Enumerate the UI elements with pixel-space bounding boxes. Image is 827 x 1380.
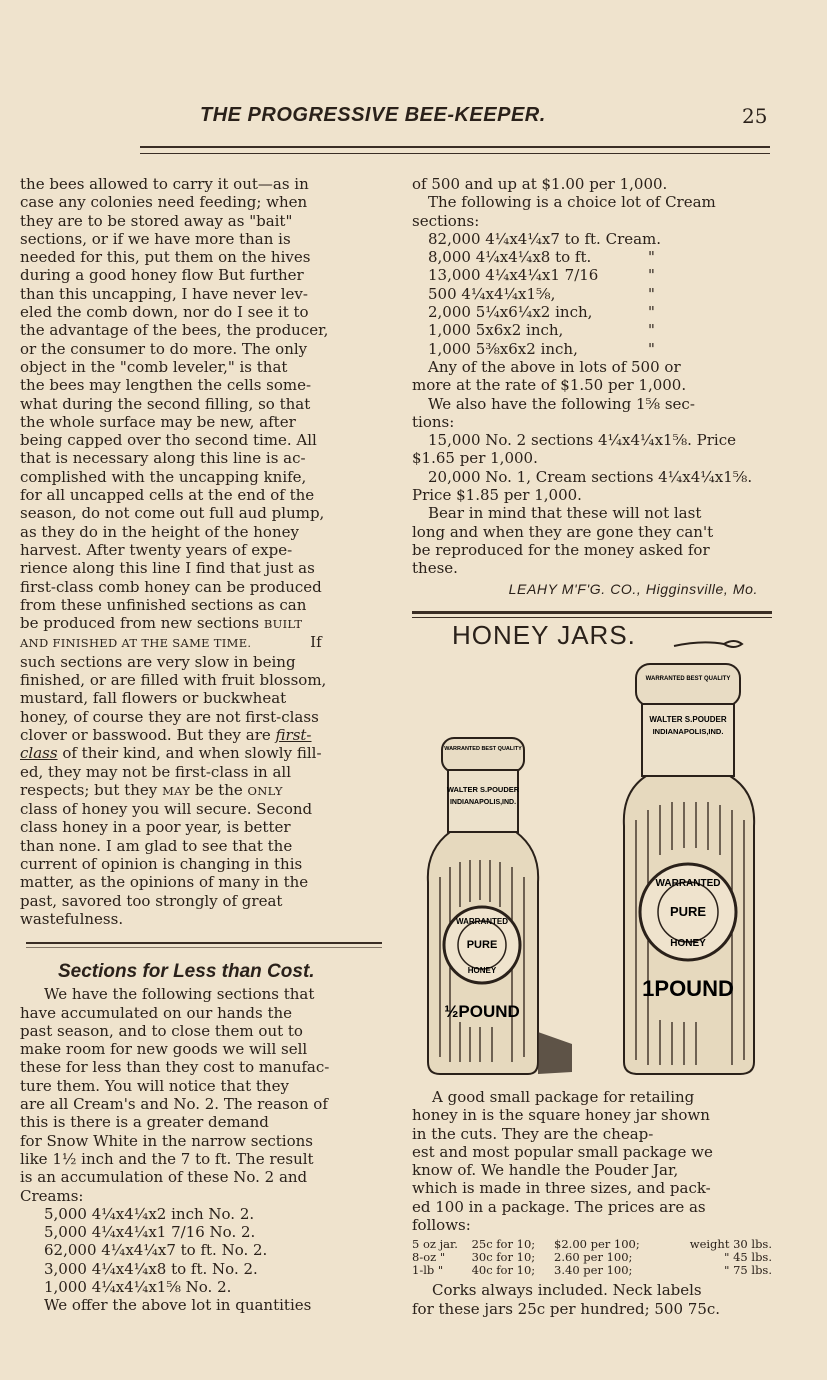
running-title: THE PROGRESSIVE BEE-KEEPER. [200,104,546,126]
text-line: finished, or are filled with fruit blossom, [20,671,327,690]
flourish-icon [672,636,744,652]
jar-label-warranted: WARRANTED [456,917,508,926]
sections-article [20,963,382,1315]
honey-jar-description [412,1088,772,1318]
text-line: tions: [412,412,455,431]
list-item-text: 13,000 4¼x4¼x1 7/16 [428,266,599,285]
text-line: first-class comb honey can be produced [20,577,322,596]
text-line [20,726,382,744]
text-line: sections: [412,211,480,230]
text-line: this is there is a greater demand [20,1113,269,1132]
text-line: honey in is the square honey jar shown [412,1106,710,1125]
header-rule-thick [140,146,770,148]
jar-maker-line-2: INDIANAPOLIS,IND. [449,799,517,806]
text-line: as they do in the height of the honey [20,522,299,541]
jar-cap-text: WARRANTED BEST QUALITY [444,746,522,752]
text-line [20,781,382,800]
ditto-mark: " [648,266,655,285]
ad-divider [412,611,772,614]
list-item: 1,000 4¼x4¼x1⅝ No. 2. [44,1278,232,1297]
text-line: wastefulness. [20,909,124,928]
jar-size-label: ½POUND [444,1002,520,1021]
list-item [428,266,772,284]
table-cell: 8-oz " [412,1250,446,1265]
text-line: know of. We handle the Pouder Jar, [412,1161,679,1180]
table-cell: 2.60 per 100; [554,1250,633,1265]
jar-label-pure: PURE [466,939,498,951]
text-line: the bees may lengthen the cells some- [20,376,312,395]
text-line: object in the "comb leveler," is that [20,357,288,376]
text-line: Bear in mind that these will not last [428,504,702,523]
table-cell: 40c for 10; [471,1263,536,1278]
text-line: Corks always included. Neck labels [432,1281,702,1300]
jar-maker-line-2: INDIANAPOLIS,IND. [652,727,724,736]
text-line [20,614,382,633]
text-line: matter, as the opinions of many in the [20,873,309,892]
text-line: these for less than they cost to manufac- [20,1058,330,1077]
text-line: ed, they may not be first-class in all [20,762,292,781]
text-line: honey, of course they are not first-class [20,707,319,726]
text-line: such sections are very slow in being [20,652,296,671]
text-line: that is necessary along this line is ac- [20,449,306,468]
text-line: The following is a choice lot of Cream [428,193,716,212]
text-line [20,633,382,652]
list-item-text: 82,000 4¼x4¼x7 to ft. Cream. [428,229,662,248]
jar-maker-line-1: WALTER S.POUDER [649,715,727,724]
text-line: long and when they are gone they can't [412,522,714,541]
ditto-mark: " [648,248,655,267]
small-caps-text: BUILT [263,617,303,632]
text-line: is an accumulation of these No. 2 and [20,1168,308,1187]
text-line: the whole surface may be new, after [20,412,296,431]
text-span: respects; but they [20,780,158,799]
ditto-mark: " [648,303,655,322]
text-line: have accumulated on our hands the [20,1003,293,1022]
text-line: ed 100 in a package. The prices are as [412,1197,706,1216]
table-row [412,1264,772,1277]
table-cell: 5 oz jar. [412,1237,458,1252]
header-rule-thin [140,153,770,154]
list-item-text: 1,000 5⅜x6x2 inch, [428,339,578,358]
text-line: or the consumer to do more. The only [20,339,308,358]
text-line: which is made in three sizes, and pack- [412,1179,711,1198]
text-line: A good small package for retailing [432,1088,695,1106]
page-number: 25 [742,104,768,128]
list-item [428,285,772,303]
honey-jars-heading: HONEY JARS. [452,620,636,650]
text-line: during a good honey flow But further [20,266,304,285]
text-line: eled the comb down, nor do I see it to [20,303,309,322]
list-item [428,230,772,248]
table-cell: " 75 lbs. [724,1263,772,1278]
text-line: for these jars 25c per hundred; 500 75c. [412,1299,721,1318]
text-line: for all uncapped cells at the end of the [20,486,315,505]
ditto-mark: " [648,339,655,358]
right-column [412,175,772,598]
advertiser-signature: LEAHY M'F'G. CO., Higginsville, Mo. [508,580,758,597]
text-line: more at the rate of $1.50 per 1,000. [412,376,687,395]
article-paragraph [20,175,382,928]
jar-shadow [538,1032,572,1074]
table-cell: $2.00 per 100; [554,1237,640,1252]
text-line: these. [412,559,458,578]
list-item: 5,000 4¼x4¼x1 7/16 No. 2. [44,1223,256,1242]
text-line: be reproduced for the money asked for [412,540,710,559]
table-cell: " 45 lbs. [724,1250,772,1265]
left-column [20,175,382,928]
text-line: season, do not come out full aud plump, [20,504,325,523]
text-span: be produced from new sections [20,614,260,633]
text-line: of 500 and up at $1.00 per 1,000. [412,175,668,193]
section-heading: Sections for Less than Cost. [58,961,315,982]
jar-label-pure: PURE [669,904,707,919]
text-line: make room for new goods we will sell [20,1040,308,1059]
text-line: Creams: [20,1186,84,1205]
text-line: follows: [412,1216,471,1235]
list-item-text: 2,000 5¼x6¼x2 inch, [428,303,593,322]
jar-label-honey: HONEY [467,966,497,975]
list-item [428,321,772,339]
text-line: they are to be stored away as "bait" [20,211,293,230]
jar-label-honey: HONEY [670,938,706,949]
table-cell: 30c for 10; [471,1250,536,1265]
emphasis-text: first- [275,725,312,744]
text-line: complished with the uncapping knife, [20,467,307,486]
text-span: be the [194,780,243,799]
text-line: what during the second filling, so that [20,394,311,413]
table-cell: 3.40 per 100; [554,1263,633,1278]
list-item-text: 1,000 5x6x2 inch, [428,321,564,340]
text-line: from these unfinished sections as can [20,595,307,614]
list-item-text: 8,000 4¼x4¼x8 to ft. [428,248,592,267]
jar-label-warranted: WARRANTED [655,878,721,889]
emphasis-text: class [20,744,58,763]
text-line: for Snow White in the narrow sections [20,1131,313,1150]
text-span: clover or basswood. But they are [20,725,271,744]
text-line: the advantage of the bees, the producer, [20,321,329,340]
ditto-mark: " [648,321,655,340]
text-line: past season, and to close them out to [20,1021,303,1040]
text-line: like 1½ inch and the 7 to ft. The result [20,1149,314,1168]
jar-cap-text: WARRANTED BEST QUALITY [645,676,731,682]
text-line: 20,000 No. 1, Cream sections 4¼x4¼x1⅝. [428,467,753,486]
jar-cap [442,738,524,772]
ad-divider [412,617,772,618]
jar-size-label: 1POUND [642,976,734,1001]
text-line: needed for this, put them on the hives [20,248,311,267]
table-cell: 25c for 10; [471,1237,536,1252]
half-pound-jar-illustration [420,732,580,1080]
text-line: the bees allowed to carry it out—as in [20,175,309,193]
text-line: We offer the above lot in quantities [44,1296,312,1315]
text-line: We have the following sections that [44,985,315,1004]
text-line: harvest. After twenty years of expe- [20,540,293,559]
text-line: than this uncapping, I have never lev- [20,284,308,303]
text-line: mustard, fall flowers or buckwheat [20,689,287,708]
text-line: being capped over tho second time. All [20,431,317,450]
text-line: past, savored too strongly of great [20,891,283,910]
section-divider [26,942,382,944]
jar-maker-line-1: WALTER S.POUDER [446,785,520,794]
list-item [428,340,772,358]
table-cell: 1-lb " [412,1263,444,1278]
text-line: case any colonies need feeding; when [20,193,308,212]
text-line: We also have the following 1⅝ sec- [428,394,695,413]
list-item: 5,000 4¼x4¼x2 inch No. 2. [44,1204,255,1223]
list-item [428,248,772,266]
text-line [20,744,382,762]
text-line: current of opinion is changing in this [20,854,303,873]
list-item [428,303,772,321]
section-divider [26,947,382,948]
text-line: in the cuts. They are the cheap- [412,1124,654,1143]
one-pound-jar-illustration [612,660,784,1080]
text-line: class honey in a poor year, is better [20,818,291,837]
text-line: $1.65 per 1,000. [412,449,538,468]
text-span: of their kind, and when slowly fill- [62,744,322,763]
small-caps-text: MAY [162,783,191,798]
text-line: class of honey you will secure. Second [20,800,313,819]
text-line: than none. I am glad to see that the [20,836,293,855]
text-line: Price $1.85 per 1,000. [412,486,582,505]
text-line: ture them. You will notice that they [20,1076,289,1095]
list-item: 3,000 4¼x4¼x8 to ft. No. 2. [44,1259,258,1278]
text-line: est and most popular small package we [412,1142,713,1161]
price-table [412,1238,772,1277]
small-caps-text: ONLY [247,783,283,798]
list-item: 62,000 4¼x4¼x7 to ft. No. 2. [44,1241,268,1260]
table-cell: weight 30 lbs. [689,1237,772,1252]
text-line: 15,000 No. 2 sections 4¼x4¼x1⅝. Price [428,431,736,450]
text-line: rience along this line I find that just as [20,559,315,578]
text-line: Any of the above in lots of 500 or [428,357,681,376]
list-item-text: 500 4¼x4¼x1⅝, [428,284,556,303]
jar-cap [636,664,740,706]
small-caps-text: AND FINISHED AT THE SAME TIME. [20,636,252,651]
text-line: are all Cream's and No. 2. The reason of [20,1095,328,1114]
text-line: sections, or if we have more than is [20,229,291,248]
text-span: If [310,633,322,652]
cream-list [428,230,772,358]
ditto-mark: " [648,284,655,303]
